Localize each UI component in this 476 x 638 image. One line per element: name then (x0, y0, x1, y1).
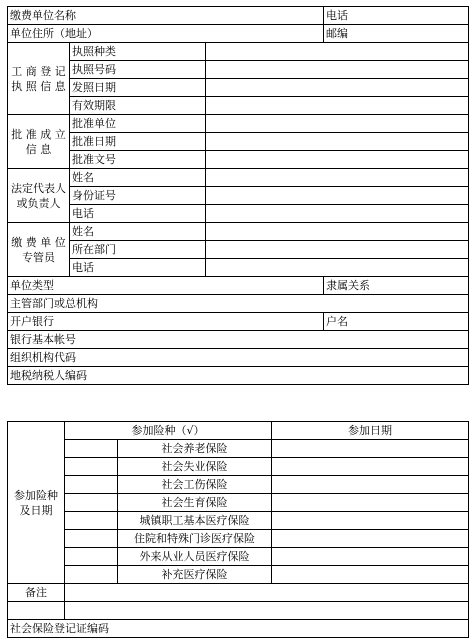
insurance-group-label: 参加险种及日期 (8, 422, 65, 584)
bank-account-label: 银行基本帐号 (8, 331, 469, 349)
table-row (8, 476, 469, 494)
table-row (8, 133, 469, 151)
spacer-cell (8, 602, 65, 620)
manager-name-field[interactable] (206, 223, 469, 241)
table-row (8, 548, 469, 566)
approval-date-field[interactable] (206, 133, 469, 151)
legal-rep-group-label: 法定代表人或负责人 (8, 169, 70, 223)
join-date-field[interactable] (272, 494, 469, 512)
postcode-label: 邮编 (324, 25, 469, 43)
manager-name-label: 姓名 (70, 223, 206, 241)
insurance-type-label: 社会养老保险 (118, 440, 272, 458)
legal-rep-name-field[interactable] (206, 169, 469, 187)
org-code-label: 组织机构代码 (8, 349, 469, 367)
table-row (8, 7, 469, 25)
table-row (8, 25, 469, 43)
checkbox-cell[interactable] (65, 476, 118, 494)
table-row (8, 61, 469, 79)
license-number-label: 执照号码 (70, 61, 206, 79)
insurance-type-header: 参加险种（√） (65, 422, 272, 440)
table-row (8, 331, 469, 349)
approval-date-label: 批准日期 (70, 133, 206, 151)
table-row (8, 115, 469, 133)
join-date-field[interactable] (272, 548, 469, 566)
approval-group-label: 批 准 成 立 信 息 (8, 115, 70, 169)
join-date-field[interactable] (272, 476, 469, 494)
legal-rep-phone-label: 电话 (70, 205, 206, 223)
insurance-type-label: 社会生育保险 (118, 494, 272, 512)
legal-rep-name-label: 姓名 (70, 169, 206, 187)
manager-phone-field[interactable] (206, 259, 469, 277)
checkbox-cell[interactable] (65, 494, 118, 512)
unit-type-label: 单位类型 (8, 277, 324, 295)
join-date-field[interactable] (272, 530, 469, 548)
table-row (8, 620, 469, 638)
payer-name-label: 缴费单位名称 (8, 7, 324, 25)
account-name-label: 户名 (324, 313, 469, 331)
table-row (8, 313, 469, 331)
approval-doc-no-label: 批准文号 (70, 151, 206, 169)
insurance-type-label: 外来从业人员医疗保险 (118, 548, 272, 566)
license-validity-field[interactable] (206, 97, 469, 115)
join-date-header: 参加日期 (272, 422, 469, 440)
spacer-field[interactable] (65, 602, 469, 620)
payment-manager-group-label: 缴 费 单 位 专管员 (8, 223, 70, 277)
join-date-field[interactable] (272, 566, 469, 584)
bank-label: 开户银行 (8, 313, 324, 331)
license-type-field[interactable] (206, 43, 469, 61)
table-row (8, 79, 469, 97)
table-row (8, 367, 469, 385)
license-type-label: 执照种类 (70, 43, 206, 61)
license-number-field[interactable] (206, 61, 469, 79)
checkbox-cell[interactable] (65, 512, 118, 530)
insurance-type-label: 社会工伤保险 (118, 476, 272, 494)
insurance-table (7, 421, 469, 638)
legal-rep-phone-field[interactable] (206, 205, 469, 223)
license-issue-date-field[interactable] (206, 79, 469, 97)
remarks-label: 备注 (8, 584, 65, 602)
table-row (8, 241, 469, 259)
join-date-field[interactable] (272, 512, 469, 530)
manager-department-label: 所在部门 (70, 241, 206, 259)
legal-rep-id-label: 身份证号 (70, 187, 206, 205)
supervisor-label: 主管部门或总机构 (8, 295, 469, 313)
legal-rep-id-field[interactable] (206, 187, 469, 205)
join-date-field[interactable] (272, 440, 469, 458)
table-row (8, 512, 469, 530)
approving-unit-label: 批准单位 (70, 115, 206, 133)
table-row (8, 169, 469, 187)
affiliation-label: 隶属关系 (324, 277, 469, 295)
phone-label: 电话 (324, 7, 469, 25)
checkbox-cell[interactable] (65, 566, 118, 584)
checkbox-cell[interactable] (65, 548, 118, 566)
table-row (8, 43, 469, 61)
insurance-type-label: 社会失业保险 (118, 458, 272, 476)
table-row (8, 566, 469, 584)
insurance-type-label: 城镇职工基本医疗保险 (118, 512, 272, 530)
table-row (8, 223, 469, 241)
join-date-field[interactable] (272, 458, 469, 476)
table-row (8, 259, 469, 277)
business-license-group-label: 工 商 登 记 执 照 信 息 (8, 43, 70, 115)
table-row (8, 584, 469, 602)
table-row (8, 602, 469, 620)
table-row (8, 494, 469, 512)
approval-doc-no-field[interactable] (206, 151, 469, 169)
table-row (8, 530, 469, 548)
table-row (8, 422, 469, 440)
approving-unit-field[interactable] (206, 115, 469, 133)
registration-no-label: 社会保险登记证编码 (8, 620, 469, 638)
tax-id-label: 地税纳税人编码 (8, 367, 469, 385)
table-row (8, 187, 469, 205)
license-validity-label: 有效期限 (70, 97, 206, 115)
table-row (8, 277, 469, 295)
table-row (8, 440, 469, 458)
license-issue-date-label: 发照日期 (70, 79, 206, 97)
checkbox-cell[interactable] (65, 530, 118, 548)
insurance-type-label: 补充医疗保险 (118, 566, 272, 584)
checkbox-cell[interactable] (65, 458, 118, 476)
table-row (8, 458, 469, 476)
table-row (8, 205, 469, 223)
manager-department-field[interactable] (206, 241, 469, 259)
table-row (8, 295, 469, 313)
table-row (8, 349, 469, 367)
checkbox-cell[interactable] (65, 440, 118, 458)
unit-info-table (7, 6, 469, 385)
manager-phone-label: 电话 (70, 259, 206, 277)
insurance-type-label: 住院和特殊门诊医疗保险 (118, 530, 272, 548)
table-row (8, 97, 469, 115)
remarks-field[interactable] (65, 584, 469, 602)
table-row (8, 151, 469, 169)
address-label: 单位住所（地址） (8, 25, 324, 43)
